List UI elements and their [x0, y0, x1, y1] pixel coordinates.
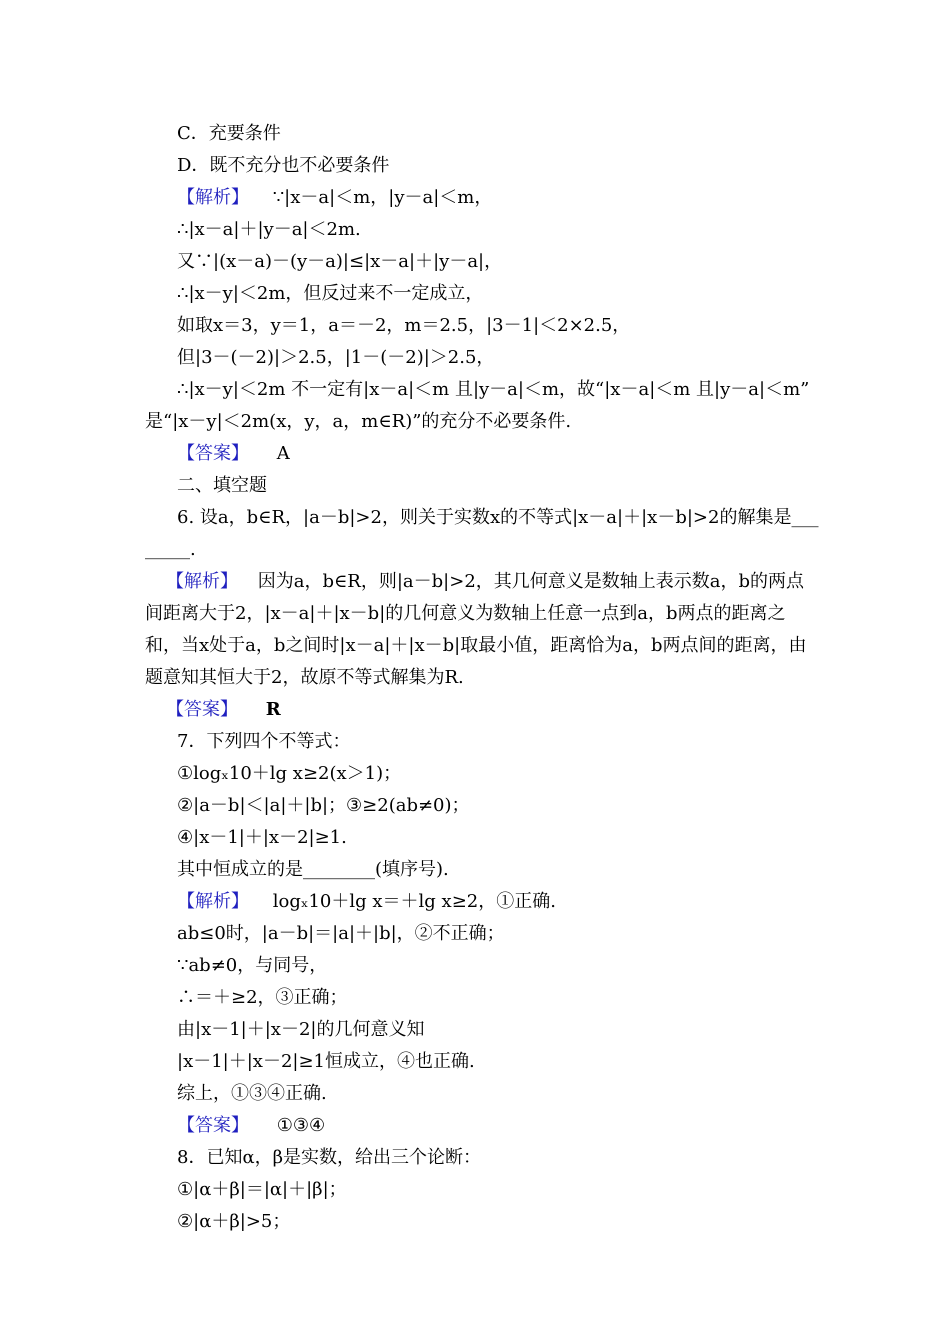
text-line: 是“|x－y|＜2m(x，y，a，m∈R)”的充分不必要条件.: [145, 411, 572, 432]
text-line: ∴|x－y|＜2m，但反过来不一定成立，: [177, 283, 484, 304]
list-item: ①|α＋β|＝|α|＋|β|；: [177, 1179, 347, 1200]
analysis-tag: 【解析】: [166, 571, 238, 592]
text-line: 但|3－(－2)|＞2.5，|1－(－2)|＞2.5，: [177, 347, 495, 368]
option-d: D．既不充分也不必要条件: [177, 155, 390, 176]
analysis-line: 【解析】 因为a，b∈R，则|a－b|>2，其几何意义是数轴上表示数a，b的两点: [166, 571, 805, 592]
answer-tag: 【答案】: [177, 1115, 249, 1136]
text-line: ab≤0时，|a－b|＝|a|＋|b|，②不正确；: [177, 923, 505, 944]
answer-value: ①③④: [276, 1115, 326, 1136]
text-line: ∴|x－y|＜2m 不一定有|x－a|＜m 且|y－a|＜m，故“|x－a|＜m 且|y－a|＜m”: [177, 379, 810, 400]
text-line: 和，当x处于a，b之间时|x－a|＋|x－b|取最小值，距离恰为a，b两点间的距离，由: [145, 635, 807, 656]
answer-value: A: [276, 443, 290, 464]
list-item: ①logₓ10＋lg x≥2(x＞1)；: [177, 763, 402, 784]
text-line: ∵ab≠0，与同号，: [177, 955, 328, 976]
answer-line: [177, 1114, 325, 1138]
text-line: |x－1|＋|x－2|≥1恒成立，④也正确.: [177, 1051, 475, 1072]
question-6-blank: _____.: [145, 539, 196, 560]
question-8: 8．已知α，β是实数，给出三个论断：: [177, 1147, 482, 1168]
text-line: 其中恒成立的是________(填序号).: [177, 859, 449, 880]
answer-tag: 【答案】: [177, 443, 249, 464]
list-item: ④|x－1|＋|x－2|≥1.: [177, 827, 347, 848]
text-line: 如取x＝3，y＝1，a＝－2，m＝2.5，|3－1|＜2×2.5，: [177, 315, 631, 336]
analysis-tag: 【解析】: [177, 187, 249, 208]
question-6: 6. 设a，b∈R，|a－b|>2，则关于实数x的不等式|x－a|＋|x－b|>2的解集是___: [177, 507, 819, 528]
answer-line: [166, 698, 281, 722]
text-line: 又∵|(x－a)－(y－a)|≤|x－a|＋|y－a|，: [177, 251, 503, 272]
analysis-line: 【解析】 logₓ10＋lg x＝＋lg x≥2，①正确.: [177, 891, 556, 912]
text-line: 题意知其恒大于2，故原不等式解集为R.: [145, 667, 464, 688]
text-line: 综上，①③④正确.: [177, 1083, 327, 1104]
answer-line: [177, 442, 290, 466]
text-line: 由|x－1|＋|x－2|的几何意义知: [177, 1019, 425, 1040]
list-item: ②|α＋β|>5；: [177, 1211, 291, 1232]
list-item: ②|a－b|＜|a|＋|b|；③≥2(ab≠0)；: [177, 795, 470, 816]
analysis-tag: 【解析】: [177, 891, 249, 912]
analysis-line: 【解析】 ∵|x－a|＜m，|y－a|＜m，: [177, 187, 493, 208]
text-line: ∴＝＋≥2，③正确；: [177, 987, 348, 1008]
section-heading: 二、填空题: [177, 475, 267, 496]
question-7: 7．下列四个不等式：: [177, 731, 351, 752]
text-line: 间距离大于2，|x－a|＋|x－b|的几何意义为数轴上任意一点到a，b两点的距离之: [145, 603, 786, 624]
option-c: C．充要条件: [177, 123, 281, 144]
text-line: ∴|x－a|＋|y－a|＜2m.: [177, 219, 361, 240]
answer-value: R: [265, 699, 281, 720]
answer-tag: 【答案】: [166, 699, 238, 720]
